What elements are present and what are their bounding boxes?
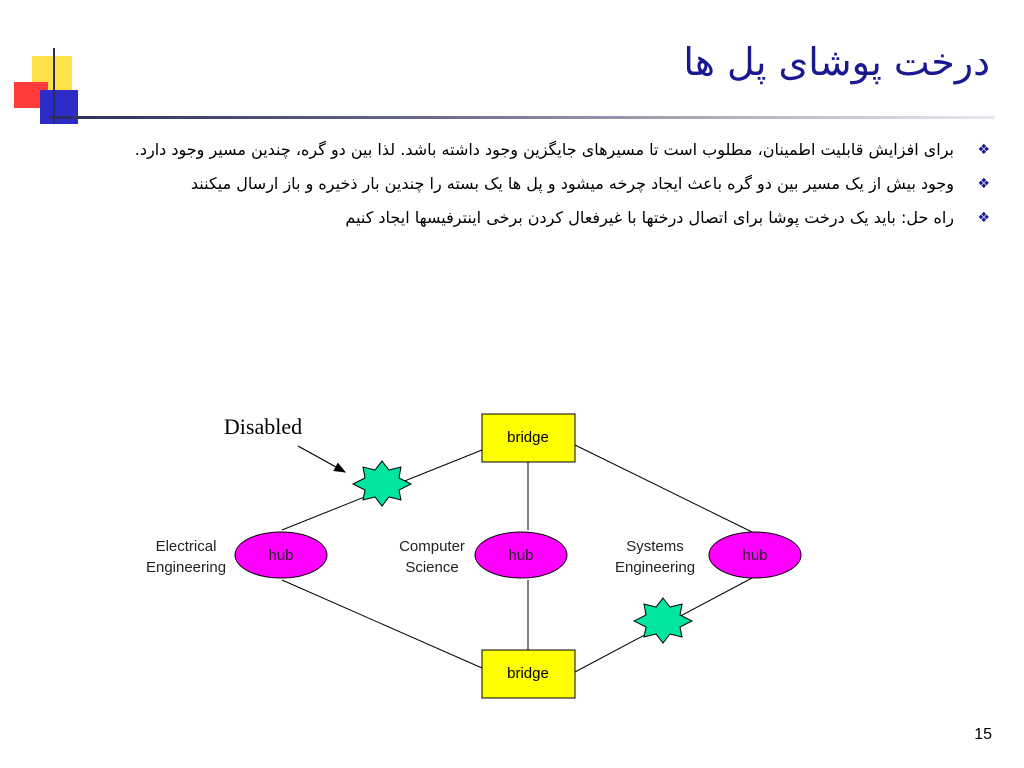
link-left-hub-bottom-bridge [282,580,482,668]
hub-center-label: hub [508,547,534,564]
diamond-cluster-icon: ❖ [977,210,990,226]
lan-left-label-line2: Engineering [145,559,227,576]
diamond-cluster-icon: ❖ [977,142,990,158]
lan-center-label-line1: Computer [399,538,465,555]
disabled-burst-top [353,461,411,506]
diamond-cluster-icon: ❖ [977,176,990,192]
bullet-text: راه حل: باید یک درخت پوشا برای اتصال درختها با غیرفعال کردن برخی اینترفیسها ایجاد کنیم [345,208,954,227]
bridge-top-label: bridge [507,429,549,446]
disabled-label: Disabled [223,414,303,439]
link-top-bridge-right-hub [575,445,752,532]
bridge-bottom-label: bridge [507,665,549,682]
lan-right-label-line2: Engineering [614,559,696,576]
lan-left-label-line1: Electrical [155,538,217,555]
hub-right-label: hub [742,547,768,564]
hub-left-label: hub [268,547,294,564]
lan-right-label-line1: Systems [626,538,684,555]
bullet-text: برای افزایش قابلیت اطمینان، مطلوب است تا مسیرهای جایگزین وجود داشته باشد. لذا بین دو گره، چندین مسیر وجود دارد. [134,140,954,159]
lan-center-label-line2: Science [405,559,459,576]
bullet-text: وجود بیش از یک مسیر بین دو گره باعث ایجاد چرخه میشود و پل ها یک بسته را چندین بار ذخیره و باز ارسال میکنند [190,174,954,193]
page-number: 15 [974,726,992,743]
slide-title: درخت پوشای پل ها [683,40,990,84]
disabled-arrow [298,446,345,472]
